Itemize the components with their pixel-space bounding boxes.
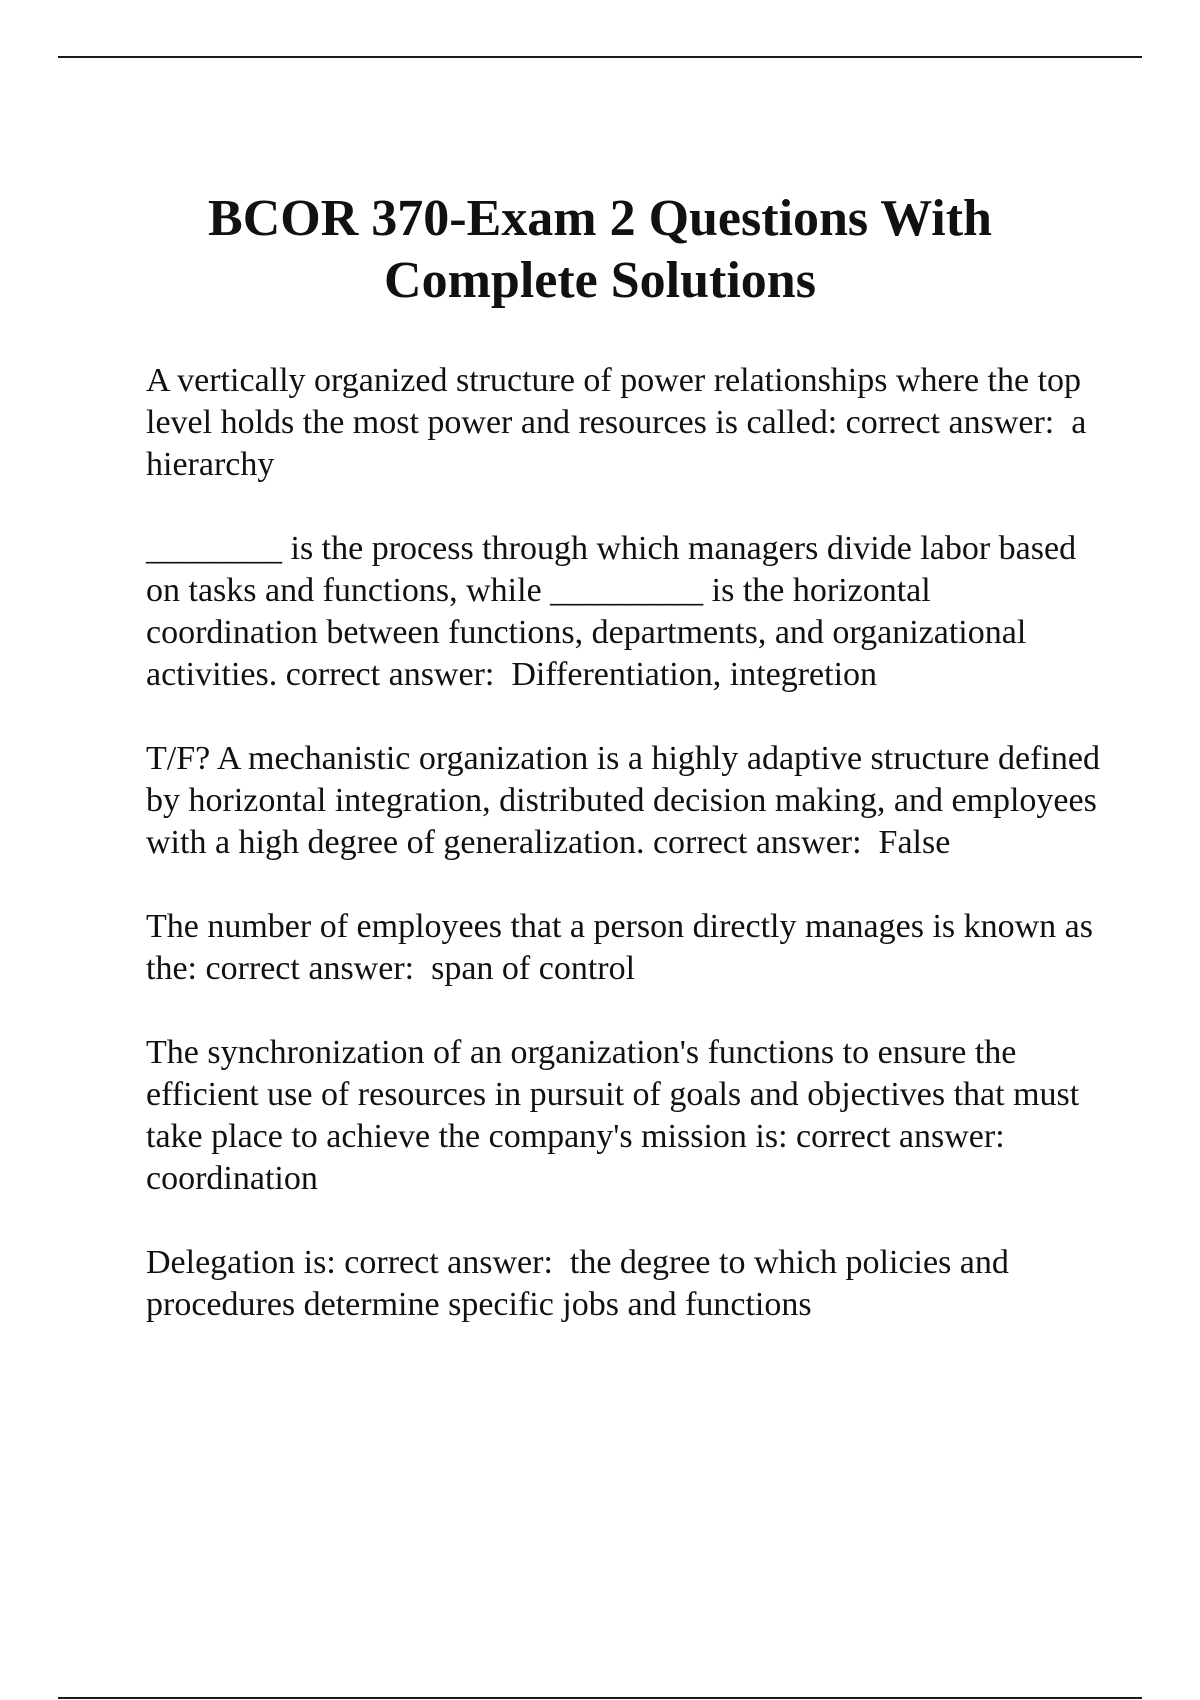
qa-item-3: T/F? A mechanistic organization is a highly adaptive structure defined by horizontal integration, distributed decision making, and employees with a high degree of generalization. correct answer: False [146, 740, 1109, 861]
qa-item-2: ________ is the process through which managers divide labor based on tasks and functions, while _________ is the horizontal coordination between functions, departments, and organizational activities. correct answer: Differentiation, integretion [146, 530, 1085, 693]
title-line-1: BCOR 370-Exam 2 Questions With [208, 190, 992, 247]
question-answer-list [146, 360, 1109, 1368]
qa-item-6: Delegation is: correct answer: the degree to which policies and procedures determine specific jobs and functions [146, 1244, 1018, 1323]
qa-item-4: The number of employees that a person directly manages is known as the: correct answer: span of control [146, 908, 1102, 987]
header-rule [58, 56, 1142, 58]
qa-item-5: The synchronization of an organization's functions to ensure the efficient use of resources in pursuit of goals and objectives that must take place to achieve the company's mission is: correct answer: coordination [146, 1034, 1088, 1197]
title-line-2: Complete Solutions [384, 252, 816, 309]
qa-item-1: A vertically organized structure of power relationships where the top level holds the most power and resources is called: correct answer: a hierarchy [146, 362, 1095, 483]
page-title [100, 188, 1100, 312]
footer-rule [58, 1697, 1142, 1699]
